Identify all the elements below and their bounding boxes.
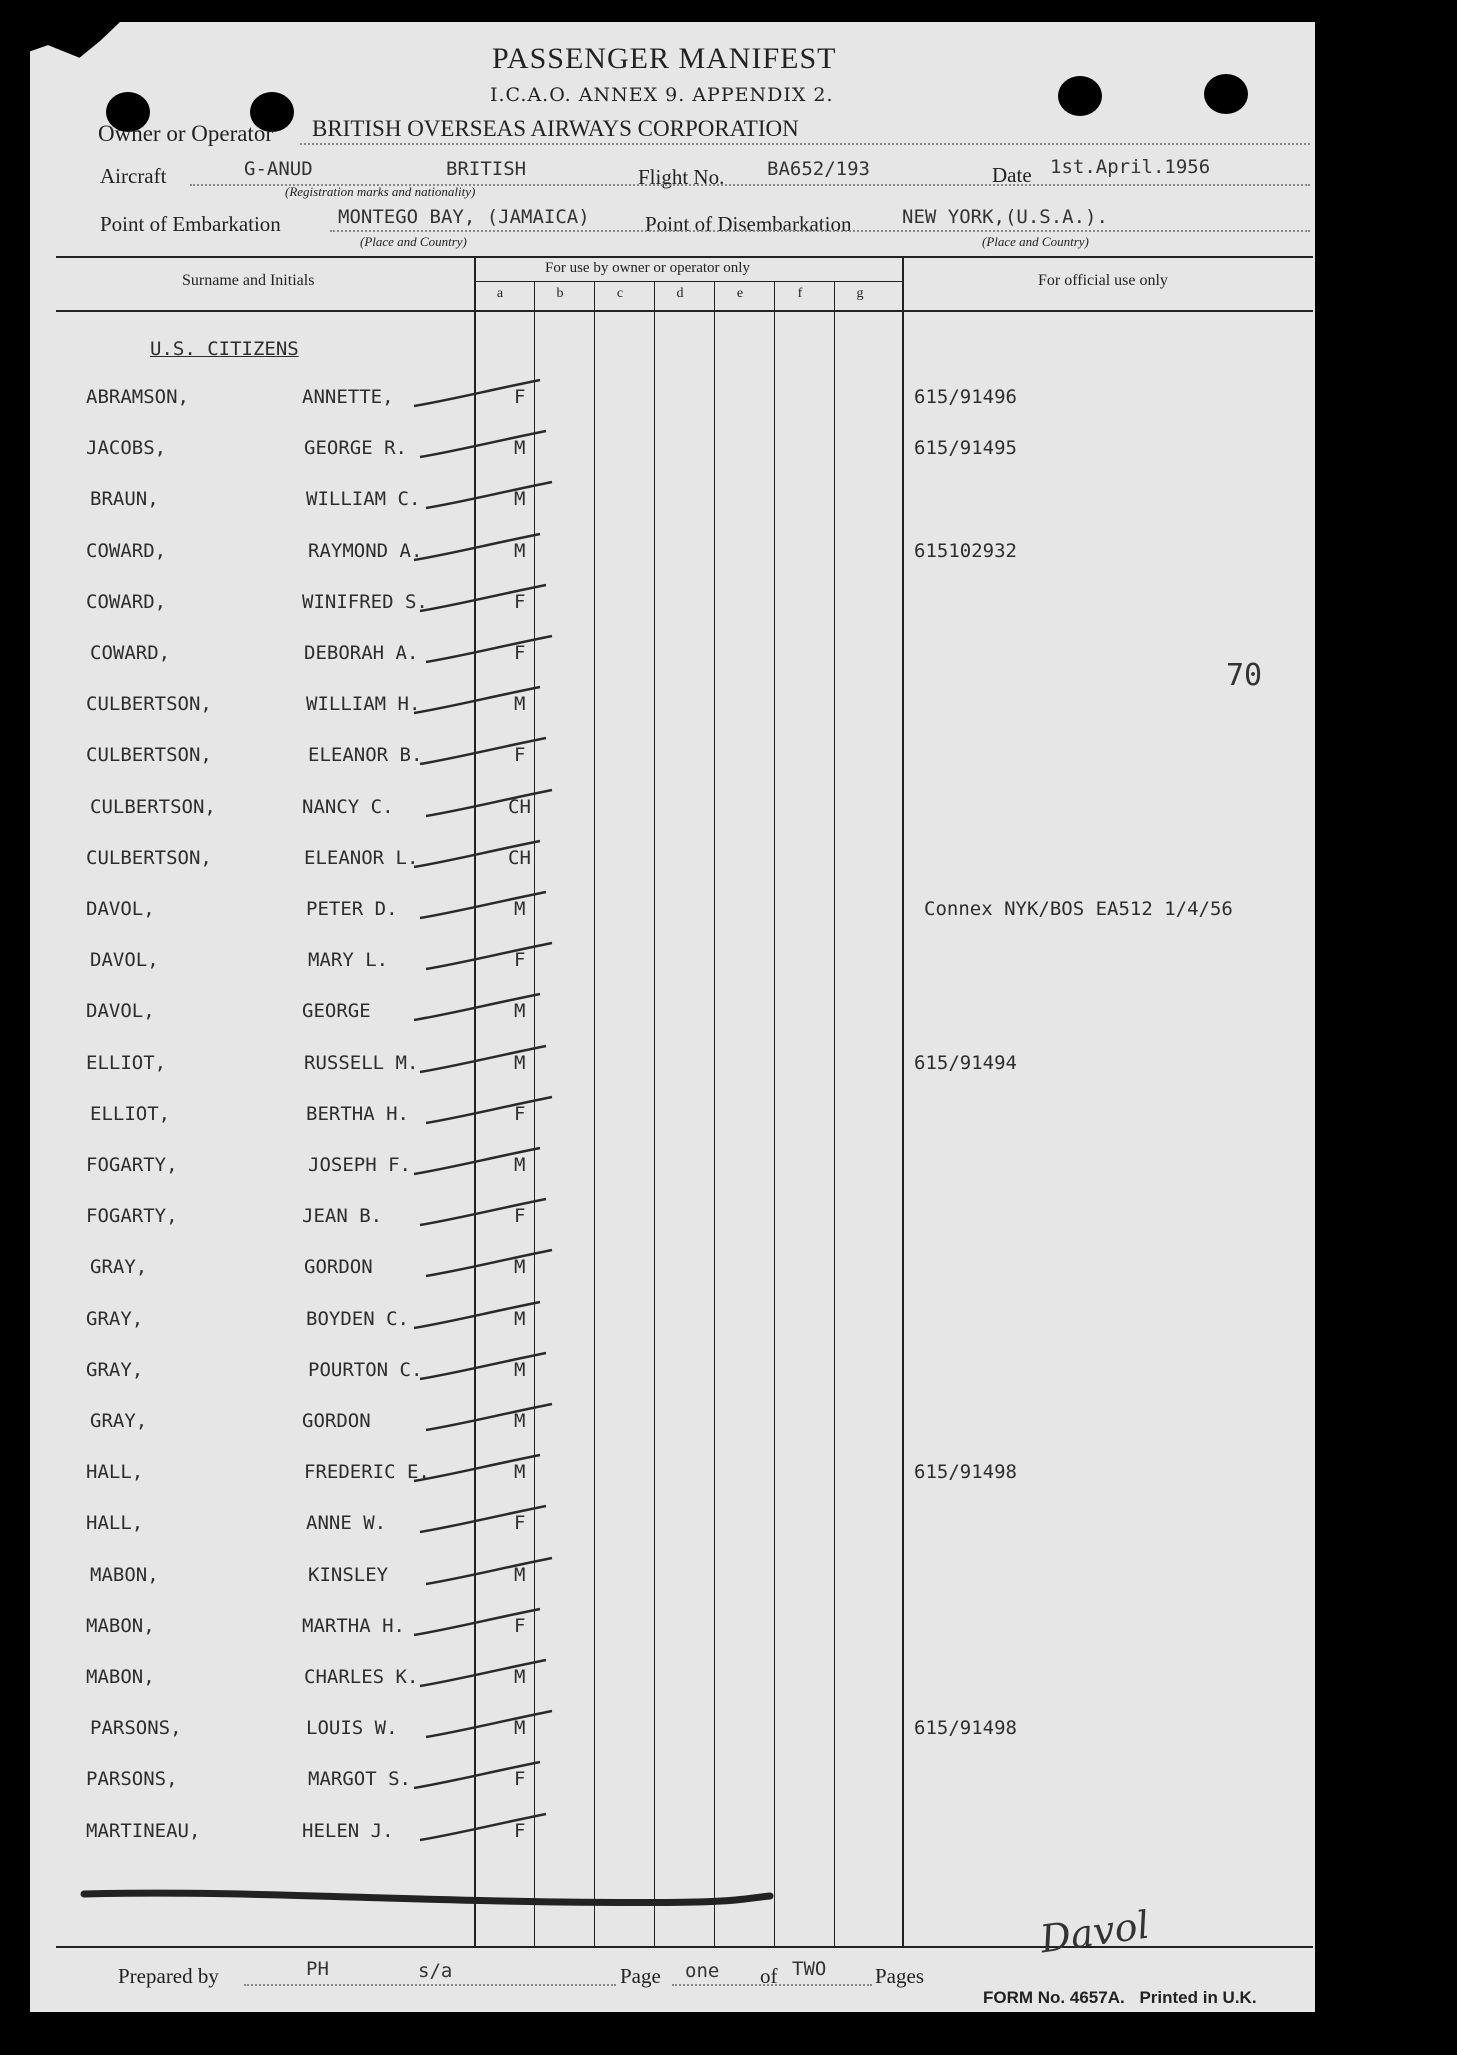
table-row	[30, 1410, 1310, 1450]
col-letter-f: f	[797, 286, 803, 301]
col-official-header: For official use only	[1038, 272, 1168, 289]
given-name: CHARLES K.	[304, 1666, 419, 1688]
check-mark	[416, 1502, 556, 1542]
torn-corner	[30, 22, 120, 64]
surname: HALL,	[86, 1461, 144, 1483]
given-name: POURTON C.	[308, 1359, 423, 1381]
section-heading: U.S. CITIZENS	[150, 338, 299, 360]
aircraft-note: (Registration marks and nationality)	[285, 184, 476, 199]
surname: ELLIOT,	[86, 1052, 167, 1074]
table-row	[30, 591, 1310, 631]
table-row	[30, 949, 1310, 989]
surname: COWARD,	[86, 540, 167, 562]
check-mark	[410, 1451, 550, 1491]
check-mark	[416, 734, 556, 774]
gender-code: M	[514, 1461, 526, 1483]
check-mark	[410, 1605, 550, 1645]
surname: DAVOL,	[90, 949, 159, 971]
gender-code: F	[514, 1103, 526, 1125]
surname: MARTINEAU,	[86, 1820, 201, 1842]
given-name: GORDON	[302, 1410, 371, 1432]
table-row	[30, 1768, 1310, 1808]
page-count-mark: 70	[1226, 658, 1263, 693]
table-row	[30, 744, 1310, 784]
prepared-label: Prepared by	[118, 1964, 219, 1988]
surname: GRAY,	[86, 1359, 144, 1381]
col-letter-c: c	[616, 286, 624, 301]
embarkation-note: (Place and Country)	[360, 234, 467, 249]
page-title: PASSENGER MANIFEST	[492, 42, 837, 75]
gender-code: F	[514, 1615, 526, 1637]
table-row	[30, 1205, 1310, 1245]
end-strike-line	[80, 1882, 780, 1912]
table-row	[30, 488, 1310, 528]
official-note: 615/91498	[914, 1461, 1017, 1483]
surname: PARSONS,	[90, 1717, 182, 1739]
gender-code: F	[514, 642, 526, 664]
table-row	[30, 1512, 1310, 1552]
check-mark	[410, 376, 550, 416]
given-name: ELEANOR L.	[304, 847, 419, 869]
surname: GRAY,	[90, 1410, 148, 1432]
gender-code: F	[514, 386, 526, 408]
signature: Davol	[1037, 1902, 1153, 1962]
surname: CULBERTSON,	[90, 796, 216, 818]
scan-border	[1318, 22, 1457, 2055]
of-value: TWO	[792, 1958, 827, 1980]
surname: CULBERTSON,	[86, 693, 212, 715]
table-row	[30, 1615, 1310, 1655]
flight-label: Flight No.	[638, 165, 725, 189]
given-name: JOSEPH F.	[308, 1154, 411, 1176]
pages-label: Pages	[875, 1964, 924, 1988]
punch-hole-3	[1058, 76, 1102, 116]
of-label: of	[760, 1964, 778, 1988]
official-note: 615/91494	[914, 1052, 1017, 1074]
surname: MABON,	[90, 1564, 159, 1586]
check-mark	[422, 1554, 562, 1594]
gender-code: M	[514, 1410, 526, 1432]
table-row	[30, 1564, 1310, 1604]
given-name: BERTHA H.	[306, 1103, 409, 1125]
page-subtitle: I.C.A.O. ANNEX 9. APPENDIX 2.	[490, 84, 834, 106]
table-row	[30, 437, 1310, 477]
given-name: WILLIAM H.	[306, 693, 421, 715]
col-name-header: Surname and Initials	[182, 272, 315, 289]
gender-code: M	[514, 898, 526, 920]
table-row	[30, 642, 1310, 682]
printed-text: Printed in U.K.	[1139, 1988, 1257, 2007]
check-mark	[410, 837, 550, 877]
check-mark	[422, 1246, 562, 1286]
gender-code: M	[514, 540, 526, 562]
gender-code: M	[514, 1717, 526, 1739]
official-note: Connex NYK/BOS EA512 1/4/56	[924, 898, 1233, 920]
check-mark	[422, 939, 562, 979]
given-name: GEORGE R.	[304, 437, 407, 459]
surname: ABRAMSON,	[86, 386, 189, 408]
table-row	[30, 1359, 1310, 1399]
table-row	[30, 847, 1310, 887]
gender-code: F	[514, 1205, 526, 1227]
check-mark	[416, 1042, 556, 1082]
surname: GRAY,	[86, 1308, 144, 1330]
disembarkation-label: Point of Disembarkation	[645, 212, 852, 236]
table-row	[30, 693, 1310, 733]
check-mark	[416, 1810, 556, 1850]
gender-code: M	[514, 693, 526, 715]
gender-code: M	[514, 1308, 526, 1330]
official-note: 615102932	[914, 540, 1017, 562]
check-mark	[410, 530, 550, 570]
disembarkation-value: NEW YORK,(U.S.A.).	[902, 206, 1108, 228]
table-row	[30, 386, 1310, 426]
surname: JACOBS,	[86, 437, 167, 459]
gender-code: F	[514, 591, 526, 613]
gender-code: M	[514, 1000, 526, 1022]
table-row	[30, 1461, 1310, 1501]
check-mark	[416, 1656, 556, 1696]
given-name: ELEANOR B.	[308, 744, 423, 766]
given-name: ANNETTE,	[302, 386, 394, 408]
col-letter-a: a	[496, 286, 504, 301]
table-row	[30, 1154, 1310, 1194]
col-letter-d: d	[676, 286, 684, 301]
given-name: RUSSELL M.	[304, 1052, 419, 1074]
table-row	[30, 1666, 1310, 1706]
col-letter-e: e	[736, 286, 744, 301]
disembarkation-note: (Place and Country)	[982, 234, 1089, 249]
given-name: FREDERIC E.	[304, 1461, 430, 1483]
surname: COWARD,	[86, 591, 167, 613]
given-name: MARY L.	[308, 949, 389, 971]
gender-code: M	[514, 1666, 526, 1688]
given-name: WINIFRED S.	[302, 591, 428, 613]
surname: HALL,	[86, 1512, 144, 1534]
gender-code: M	[514, 1359, 526, 1381]
check-mark	[410, 1758, 550, 1798]
given-name: JEAN B.	[302, 1205, 383, 1227]
gender-code: F	[514, 1820, 526, 1842]
check-mark	[422, 478, 562, 518]
col-letter-g: g	[856, 286, 864, 301]
embarkation-value: MONTEGO BAY, (JAMAICA)	[338, 206, 590, 228]
official-note: 615/91495	[914, 437, 1017, 459]
prepared-suffix: s/a	[418, 1960, 453, 1982]
manifest-page	[30, 22, 1315, 2012]
given-name: GORDON	[304, 1256, 373, 1278]
surname: MABON,	[86, 1615, 155, 1637]
check-mark	[422, 1707, 562, 1747]
given-name: HELEN J.	[302, 1820, 394, 1842]
table-row	[30, 1717, 1310, 1757]
surname: BRAUN,	[90, 488, 159, 510]
col-letter-b: b	[556, 286, 564, 301]
aircraft-label: Aircraft	[100, 164, 167, 188]
gender-code: M	[514, 488, 526, 510]
table-row	[30, 1000, 1310, 1040]
gender-code: M	[514, 437, 526, 459]
given-name: ANNE W.	[306, 1512, 387, 1534]
gender-code: M	[514, 1256, 526, 1278]
aircraft-reg: G-ANUD	[244, 158, 313, 180]
table-row	[30, 540, 1310, 580]
given-name: KINSLEY	[308, 1564, 389, 1586]
check-mark	[416, 1195, 556, 1235]
given-name: BOYDEN C.	[306, 1308, 409, 1330]
check-mark	[416, 427, 556, 467]
given-name: PETER D.	[306, 898, 398, 920]
owner-value: BRITISH OVERSEAS AIRWAYS CORPORATION	[312, 116, 799, 141]
given-name: MARTHA H.	[302, 1615, 405, 1637]
col-owner-header: For use by owner or operator only	[545, 260, 750, 276]
surname: PARSONS,	[86, 1768, 178, 1790]
punch-hole-4	[1204, 74, 1248, 114]
check-mark	[410, 683, 550, 723]
date-value: 1st.April.1956	[1050, 156, 1211, 178]
prepared-value: PH	[306, 1958, 329, 1980]
check-mark	[410, 1298, 550, 1338]
given-name: NANCY C.	[302, 796, 394, 818]
aircraft-nationality: BRITISH	[446, 158, 527, 180]
check-mark	[422, 632, 562, 672]
check-mark	[422, 1400, 562, 1440]
owner-label: Owner or Operator	[98, 121, 273, 146]
surname: FOGARTY,	[86, 1205, 178, 1227]
check-mark	[410, 1144, 550, 1184]
table-row	[30, 1308, 1310, 1348]
embarkation-label: Point of Embarkation	[100, 212, 281, 236]
table-row	[30, 898, 1310, 938]
surname: CULBERTSON,	[86, 847, 212, 869]
gender-code: M	[514, 1052, 526, 1074]
gender-code: F	[514, 1512, 526, 1534]
surname: ELLIOT,	[90, 1103, 171, 1125]
surname: GRAY,	[90, 1256, 148, 1278]
form-number	[983, 1988, 1257, 2008]
check-mark	[422, 786, 562, 826]
form-number-text: FORM No. 4657A.	[983, 1988, 1125, 2007]
check-mark	[422, 1093, 562, 1133]
gender-code: F	[514, 949, 526, 971]
surname: MABON,	[86, 1666, 155, 1688]
surname: FOGARTY,	[86, 1154, 178, 1176]
table-row	[30, 1103, 1310, 1143]
page-label: Page	[620, 1964, 661, 1988]
official-note: 615/91498	[914, 1717, 1017, 1739]
given-name: MARGOT S.	[308, 1768, 411, 1790]
table-row	[30, 1820, 1310, 1860]
date-label: Date	[992, 163, 1032, 187]
flight-value: BA652/193	[767, 158, 870, 180]
gender-code: F	[514, 1768, 526, 1790]
surname: DAVOL,	[86, 1000, 155, 1022]
given-name: WILLIAM C.	[306, 488, 421, 510]
table-row	[30, 1052, 1310, 1092]
surname: DAVOL,	[86, 898, 155, 920]
gender-code: M	[514, 1154, 526, 1176]
gender-code: CH	[508, 847, 531, 869]
check-mark	[416, 1349, 556, 1389]
check-mark	[416, 581, 556, 621]
gender-code: F	[514, 744, 526, 766]
page-value: one	[685, 1960, 720, 1982]
given-name: DEBORAH A.	[304, 642, 419, 664]
check-mark	[410, 990, 550, 1030]
given-name: RAYMOND A.	[308, 540, 423, 562]
table-row	[30, 1256, 1310, 1296]
given-name: GEORGE	[302, 1000, 371, 1022]
surname: CULBERTSON,	[86, 744, 212, 766]
gender-code: CH	[508, 796, 531, 818]
official-note: 615/91496	[914, 386, 1017, 408]
given-name: LOUIS W.	[306, 1717, 398, 1739]
gender-code: M	[514, 1564, 526, 1586]
table-row	[30, 796, 1310, 836]
check-mark	[416, 888, 556, 928]
surname: COWARD,	[90, 642, 171, 664]
